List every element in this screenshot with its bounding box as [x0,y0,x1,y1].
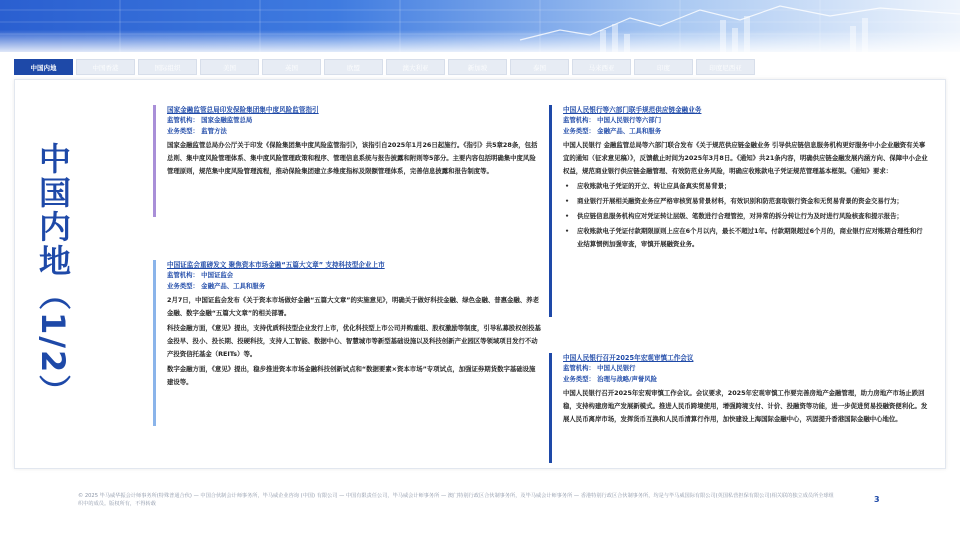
requirements-list [563,180,929,251]
list-item: • 应收账款电子凭证付款期限原则上应在6个月以内，最长不超过1年。付款期限超过6个月的，商业银行应对账期合理性和行业结算惯例加强审查，审慎开展融资业务。 [563,225,929,251]
page-number: 3 [874,495,880,504]
tab-0[interactable]: 中国内地 [14,59,73,75]
news-paragraph: 国家金融监管总局办公厅关于印发《保险集团集中度风险监管指引》，该指引自2025年1月26日起施行。《指引》共5章28条，包括总则、集中度风险管理体系、集中度风险管理政策和程序、管理信息系统与报告披露和附则等5部分。主要内容包括明确集中度风险管理原则，规范集中度风险管理流程，推动保险集团建立多维度指标及限额管理体系，完善信息披露和报告制度等。 [167,141,538,175]
tab-8[interactable]: 泰国 [510,59,569,75]
list-item: • 应收账款电子凭证的开立、转让应具备真实贸易背景； [563,180,929,193]
business-type-line: 业务类型： 治理与战略/声誉风险 [563,375,658,383]
tab-11[interactable]: 印度尼西亚 [696,59,755,75]
news-paragraph: 数字金融方面，《意见》提出，稳步推进资本市场金融科技创新试点和“数据要素×资本市场”专项试点，加强证券期货数字基础设施建设等。 [167,365,536,386]
tab-7[interactable]: 新加坡 [448,59,507,75]
side-title: 中国内地（1/2） [34,141,72,409]
side-title-area [15,80,91,470]
list-item: • 供应链信息服务机构应对凭证转让层级、笔数进行合理管控，对异常的拆分转让行为及时进行风险核查和提示报告； [563,210,929,223]
regulator-line: 监管机构： 中国证监会 [167,271,234,279]
block-accent-bar [153,260,156,426]
news-title[interactable]: 中国人民银行召开2025年宏观审慎工作会议 [563,354,694,362]
regulator-line: 监管机构： 中国人民银行等六部门 [563,116,662,124]
news-paragraph: 科技金融方面，《意见》提出，支持优质科技型企业发行上市，优化科技型上市公司并购重组、股权激励等制度，引导私募股权创投基金投早、投小、投长期、投硬科技，支持人工智能、数据中心、智慧城市等新型基础设施以及科技创新产业园区等领域项目发行不动产投资信托基金（REITs）等。 [167,324,541,358]
tab-6[interactable]: 澳大利亚 [386,59,445,75]
tab-5[interactable]: 欧盟 [324,59,383,75]
tab-2[interactable]: 国际组织 [138,59,197,75]
news-title[interactable]: 中国证监会重磅发文 聚焦资本市场金融“五篇大文章” 支持科技型企业上市 [167,261,385,269]
copyright-footer: © 2025 毕马威华振会计师事务所(特殊普通合伙) — 中国合伙制会计师事务所，毕马威企业咨询 (中国) 有限公司 — 中国有限责任公司，毕马威会计师事务所 — 澳门特别行政区合伙制事务所，及毕马威会计师事务所 — 香港特别行政区合伙制事务所，均是与毕马威国际有限公司(英国私营担保有限公司)相关联的独立成员所全球组织中的成员。版权所有，不得转载 [78,493,834,507]
header-banner [0,0,960,52]
region-tab-bar [14,59,755,75]
tab-9[interactable]: 马来西亚 [572,59,631,75]
news-title[interactable]: 国家金融监管总局印发保险集团集中度风险监管指引 [167,106,319,114]
tab-1[interactable]: 中国香港 [76,59,135,75]
regulator-line: 监管机构： 国家金融监管总局 [167,116,253,124]
business-type-line: 业务类型： 监管方法 [167,127,227,135]
banner-fade [0,30,960,52]
block-accent-bar [549,353,552,463]
block-accent-bar [549,105,552,317]
news-block-macroprudential-meeting [549,353,929,463]
regulator-line: 监管机构： 中国人民银行 [563,364,636,372]
news-block-insurance-concentration [153,105,541,217]
news-block-supply-chain-finance [549,105,929,317]
news-paragraph: 2月7日，中国证监会发布《关于资本市场做好金融“五篇大文章”的实施意见》，明确关于做好科技金融、绿色金融、普惠金融、养老金融、数字金融“五篇大文章”的相关部署。 [167,296,539,317]
news-block-csrc-five-articles [153,260,541,426]
content-card [14,79,946,469]
block-accent-bar [153,105,156,217]
news-paragraph: 中国人民银行召开2025年宏观审慎工作会议。会议要求，2025年宏观审慎工作要完善房地产金融管理，助力房地产市场止跌回稳，支持构建房地产发展新模式。推进人民币跨境使用，增强跨境支付、计价、投融资等功能，进一步促进贸易投融资便利化。发展人民币离岸市场，发挥货币互换和人民币清算行作用，加快建设上海国际金融中心，巩固提升香港国际金融中心地位。 [563,389,928,423]
list-item: • 商业银行开展相关融资业务应严格审核贸易背景材料，有效识别和防范套取银行资金和无贸易背景的资金交易行为； [563,195,929,208]
tab-10[interactable]: 印度 [634,59,693,75]
news-paragraph: 中国人民银行 金融监管总局等六部门联合发布《关于规范供应链金融业务 引导供应链信息服务机构更好服务中小企业融资有关事宜的通知（征求意见稿）》，反馈截止时间为2025年3月8日。《通知》共21条内容，明确供应链金融发展内涵方向、保障中小企业权益，规范商业银行供应链金融管理、有效防范业务风险，明确应收账款电子凭证规范管理基本框架。《通知》要求： [563,141,928,175]
business-type-line: 业务类型： 金融产品、工具和服务 [167,282,266,290]
business-type-line: 业务类型： 金融产品、工具和服务 [563,127,662,135]
tab-4[interactable]: 英国 [262,59,321,75]
news-title[interactable]: 中国人民银行等六部门联手规范供应链金融业务 [563,106,702,114]
tab-3[interactable]: 美国 [200,59,259,75]
